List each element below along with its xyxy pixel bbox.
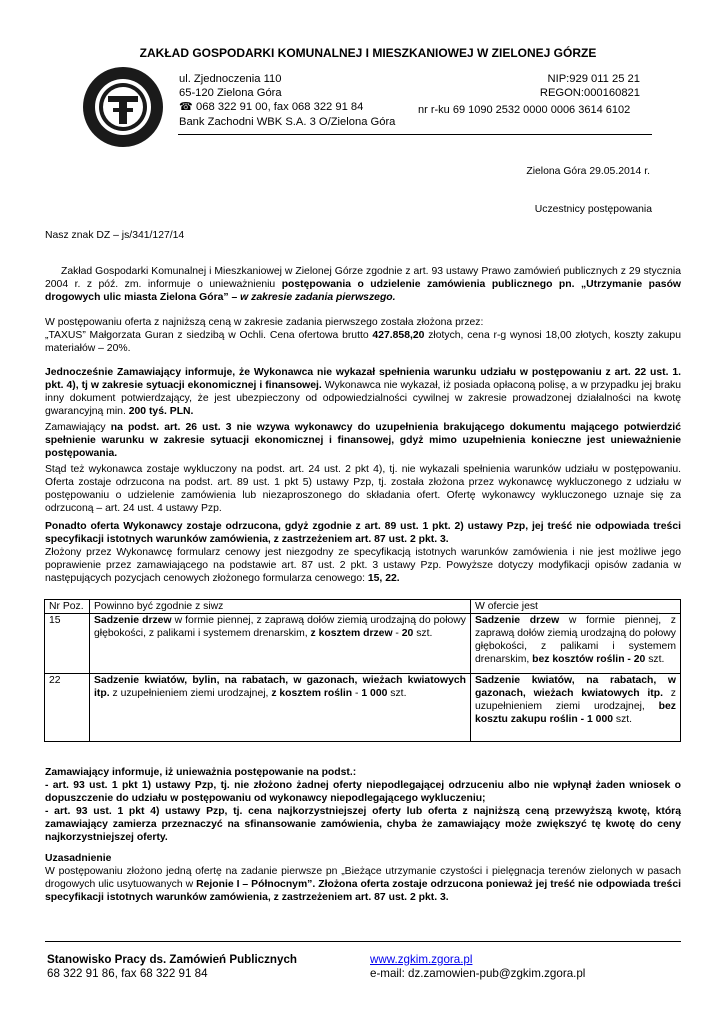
- regon-number: REGON:000160821: [539, 87, 640, 100]
- siwz-cost: z kosztem roślin: [271, 688, 353, 699]
- row-offer: [471, 614, 681, 674]
- footer-divider: [45, 941, 681, 942]
- nonconformity-paragraph: [45, 520, 681, 585]
- row-siwz: [90, 614, 471, 674]
- bank-name: Bank Zachodni WBK S.A. 3 O/Zielona Góra: [179, 115, 396, 128]
- row-nr: 15: [45, 614, 90, 674]
- siwz-bold: Sadzenie kwiatów, bylin, na rabatach, w gazonach, wieżach kwiatowych itp.: [94, 675, 466, 699]
- offer-paragraph: [45, 316, 681, 355]
- exclusion-text: Wykonawca nie wykazał, iż posiada opłaconą polisę, a w przypadku jej braku inny dokument potwierdzający, że jest ubezpieczony od odpowiedzialności cywilnej w zakresie prowadzonej działalności na kwotę gwarancyjną min.: [45, 380, 681, 417]
- intro-text: Zakład Gospodarki Komunalnej i Mieszkaniowej w Zielonej Górze zgodnie z art. 93 ustawy Prawo zamówień publicznych z 29 stycznia 2004 r. z póź. zm. informuje o unieważnieniu: [45, 266, 681, 290]
- recipient: Uczestnicy postępowania: [534, 204, 652, 215]
- no-supplement-paragraph: [45, 421, 681, 460]
- row-offer: [471, 674, 681, 742]
- company-ids: [418, 72, 640, 117]
- nip-number: NIP:929 011 25 21: [547, 73, 640, 85]
- siwz-unit: szt.: [413, 628, 433, 639]
- offer-cost: bez kosztu zakupu roślin - 1 000: [475, 701, 676, 725]
- no-supplement-bold: na podst. art. 26 ust. 3 nie wzywa wykonawcy do uzupełnienia brakującego dokumentu mającego potwierdzić spełnienie warunku w zakresie sytuacji ekonomicznej i finansowej, gdyż mimo uzupełnienia konieczne jest unieważnienie postępowania.: [45, 422, 681, 459]
- company-name: ZAKŁAD GOSPODARKI KOMUNALNEJ I MIESZKANIOWEJ W ZIELONEJ GÓRZE: [139, 46, 597, 60]
- table-header-row: [45, 600, 681, 614]
- letter-date: Zielona Góra 29.05.2014 r.: [526, 166, 650, 177]
- justification-bold: Rejonie I – Północnym”. Złożona oferta zostaje odrzucona ponieważ jej treść nie odpowiada treści specyfikacji istotnych warunków zamówienia, z zastrzeżeniem art. 87 ust. 2 pkt. 3.: [45, 879, 681, 903]
- justification-heading: Uzasadnienie: [45, 853, 112, 864]
- rejection-paragraph: [45, 463, 681, 515]
- justification-text: W postępowaniu złożono jedną ofertę na zadanie pierwsze pn „Bieżące utrzymanie czystości i pielęgnacja terenów zielonych w pasach drogowych ulic usytuowanych w: [45, 866, 681, 890]
- annulment-paragraph: [45, 766, 681, 844]
- footer-phone: 68 322 91 86, fax 68 322 91 84: [47, 967, 208, 980]
- website-link[interactable]: www.zgkim.zgora.pl: [370, 953, 473, 966]
- footer-online: [370, 953, 585, 981]
- no-supplement-text: Zamawiający: [45, 422, 111, 433]
- address-street: ul. Zjednoczenia 110: [179, 73, 282, 85]
- intro-bold: postępowania o udzielenie zamówienia publicznego pn. „Utrzymanie pasów drogowych ulic miasta Zielona Góra” –: [45, 279, 681, 303]
- justification-paragraph: [45, 852, 681, 904]
- bank-account: nr r-ku 69 1090 2532 0000 0006 3614 6102: [418, 104, 631, 117]
- offer-desc: z uzupełnieniem ziemi urodzajnej,: [475, 688, 676, 712]
- footer-email[interactable]: e-mail: dz.zamowien-pub@zgkim.zgora.pl: [370, 967, 586, 980]
- header-offer: W ofercie jest: [471, 600, 681, 614]
- exclusion-bold: Jednocześnie Zamawiający informuje, że Wykonawca nie wykazał spełnienia warunku udziału w postępowaniu z art. 22 ust. 1. pkt. 4), tj w zakresie sytuacji ekonomicznej i finansowej.: [45, 367, 681, 391]
- siwz-unit: szt.: [387, 688, 407, 699]
- header-divider: [178, 134, 652, 135]
- siwz-dash: -: [392, 628, 402, 639]
- nonconformity-positions: 15, 22.: [367, 573, 400, 584]
- row-nr: 22: [45, 674, 90, 742]
- siwz-text: w formie piennej, z zaprawą dołów ziemią urodzajną do połowy głębokości, z palikami i systemem drenarskim,: [94, 615, 466, 639]
- company-logo: [82, 66, 164, 148]
- offer-text-end: złotych, cena r-g wynosi 18,00 złotych, koszty zakupu materiałów – 20%.: [45, 330, 681, 354]
- offer-unit: szt.: [645, 654, 665, 665]
- offer-bold: Sadzenie drzew: [475, 615, 560, 626]
- offer-price: 427.858,20: [372, 330, 425, 341]
- price-comparison-table: [44, 599, 681, 742]
- nonconformity-text: Złożony przez Wykonawcę formularz cenowy jest niezgodny ze specyfikacją istotnych warunków zamówienia i nie jest możliwe jego poprawienie przez zamawiającego na podstawie art. 87 ust. 2 pkt. 3 ustawy Pzp. Powyższe dotyczy modyfikacji opisów zadania w następujących pozycjach cenowych złożonego formularza cenowego:: [45, 547, 681, 584]
- exclusion-paragraph: [45, 366, 681, 418]
- siwz-bold: Sadzenie drzew: [94, 615, 172, 626]
- header-nr: Nr Poz.: [45, 600, 90, 614]
- footer-contact: [47, 953, 297, 981]
- row-siwz: [90, 674, 471, 742]
- siwz-text: z uzupełnieniem ziemi urodzajnej,: [109, 688, 272, 699]
- nonconformity-bold: Ponadto oferta Wykonawcy zostaje odrzucona, gdyż zgodnie z art. 89 ust. 1 pkt. 2) ustawy Pzp, jej treść nie odpowiada treści specyfikacji istotnych warunków zamówienia, z zastrzeżeniem art. 87 ust. 2 pkt. 3.: [45, 521, 681, 545]
- offer-text: „TAXUS” Małgorzata Guran z siedzibą w Ochli. Cena ofertowa brutto: [45, 330, 373, 341]
- annulment-heading: Zamawiający informuje, iż unieważnia postępowanie na podst.:: [45, 767, 357, 778]
- siwz-cost: z kosztem drzew: [310, 628, 393, 639]
- header-siwz: Powinno być zgodnie z siwz: [90, 600, 471, 614]
- offer-line1: W postępowaniu oferta z najniższą ceną w zakresie zadania pierwszego została złożona przez:: [45, 317, 484, 328]
- phone-fax: ☎ 068 322 91 00, fax 068 322 91 84: [179, 101, 364, 114]
- siwz-qty: 1 000: [361, 688, 388, 699]
- offer-desc: w formie piennej, z zaprawą dołów ziemią urodzajną do połowy głębokości, z palikami i systemem drenarskim,: [475, 615, 676, 665]
- annulment-ground-1: - art. 93 ust. 1 pkt 1) ustawy Pzp, tj. nie złożono żadnej oferty niepodlegającej odrzuceniu albo nie wpłynął żaden wniosek o dopuszczenie do udziału w postępowaniu od wykonawcy niepodlegającego wykluczeniu;: [45, 780, 681, 804]
- offer-unit: szt.: [613, 714, 633, 725]
- siwz-qty: 20: [401, 628, 414, 639]
- reference-number: Nasz znak DZ – js/341/127/14: [45, 230, 185, 241]
- offer-cost: bez kosztów roślin - 20: [532, 654, 646, 665]
- annulment-ground-2: - art. 93 ust. 1 pkt 4) ustawy Pzp, tj. cena najkorzystniejszej oferty lub oferta z najniższą ceną przewyższą kwotę, którą zamawiający zamierza przeznaczyć na sfinansowanie zamówienia, chyba że zamawiający może zwiększyć tę kwotę do ceny najkorzystniejszej oferty.: [45, 806, 681, 843]
- address-city: 65-120 Zielona Góra: [179, 87, 282, 100]
- rejection-text: Stąd też wykonawca zostaje wykluczony na podst. art. 24 ust. 2 pkt 4), tj. nie wykazali spełnienia warunków udziału w postępowaniu. Oferta zostaje odrzucona na podst. art. 89 ust. 1 pkt 5) ustawy Pzp, tj. została złożona przez wykonawcę wykluczonego z udziału w postępowaniu o udzielenie zamówienia lub niezaproszonego do składania ofert. Ofertę wykonawcy wykluczonego uznaje się za odrzuconą – art. 24 ust. 4 ustawy Pzp.: [45, 464, 681, 514]
- company-address: [179, 72, 395, 129]
- exclusion-amount: 200 tyś. PLN.: [128, 406, 194, 417]
- offer-bold: Sadzenie kwiatów, na rabatach, w gazonach, wieżach kwiatowych itp.: [475, 675, 676, 699]
- table-row: [45, 614, 681, 674]
- siwz-dash: -: [352, 688, 362, 699]
- intro-bold-italic: w zakresie zadania pierwszego.: [240, 292, 396, 303]
- table-row: [45, 674, 681, 742]
- intro-paragraph: [45, 265, 681, 304]
- footer-department: Stanowisko Pracy ds. Zamówień Publicznych: [47, 953, 297, 966]
